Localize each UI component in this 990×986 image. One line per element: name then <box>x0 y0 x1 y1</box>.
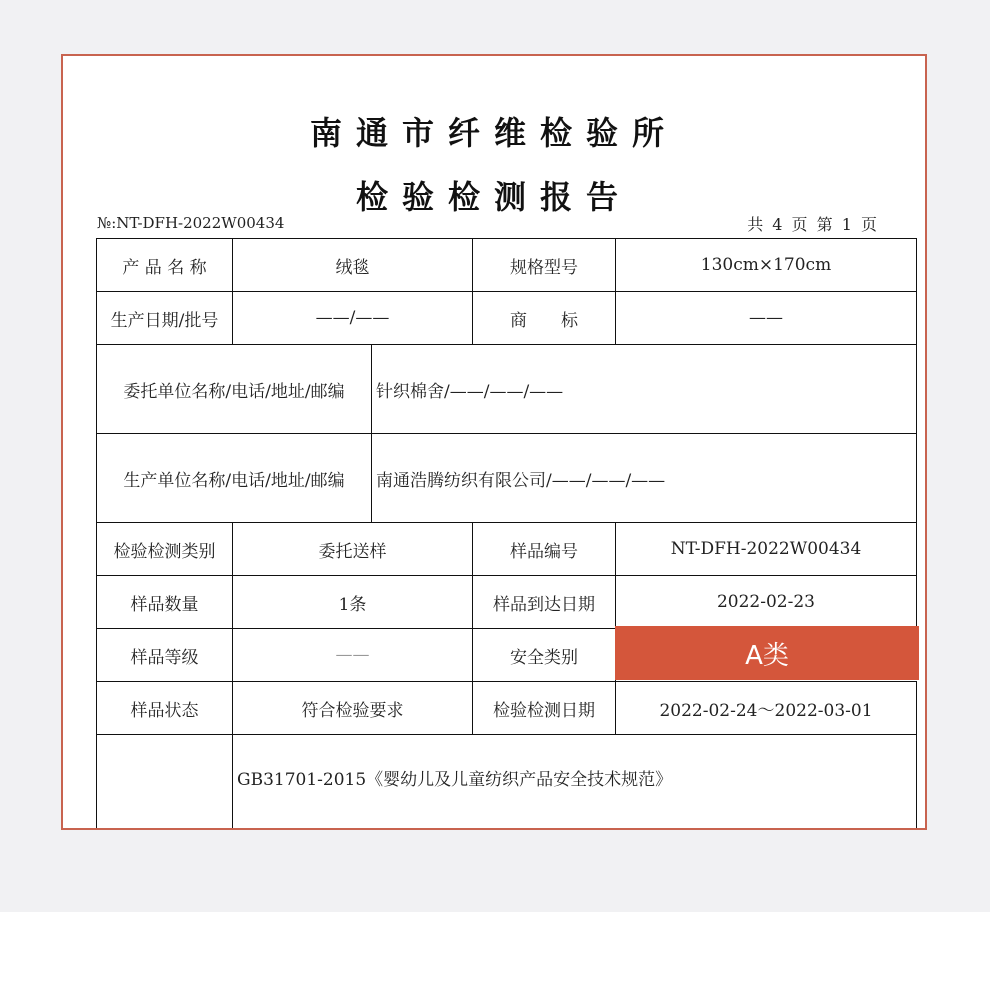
label-safety: 安全类别 <box>472 628 616 682</box>
grade: —— <box>232 628 473 682</box>
state: 符合检验要求 <box>232 681 473 735</box>
report-document <box>61 54 927 830</box>
maker: 南通浩腾纺织有限公司/——/——/—— <box>371 433 917 523</box>
label-standard <box>96 734 233 830</box>
report-title: 检验检测报告 <box>355 178 632 216</box>
label-qty: 样品数量 <box>96 575 233 629</box>
prod-date: ——/—— <box>232 291 473 345</box>
test-type: 委托送样 <box>232 522 473 576</box>
report-number: №:NT-DFH-2022W00434 <box>97 214 285 232</box>
label-state: 样品状态 <box>96 681 233 735</box>
brand: —— <box>615 291 917 345</box>
client: 针织棉舍/——/——/—— <box>371 344 917 434</box>
page-info: 共 4 页 第 1 页 <box>747 215 879 234</box>
spec: 130cm×170cm <box>615 238 917 292</box>
standard: GB31701-2015《婴幼儿及儿童纺织产品安全技术规范》 <box>232 734 917 830</box>
label-sample-no: 样品编号 <box>472 522 616 576</box>
label-test-type: 检验检测类别 <box>96 522 233 576</box>
label-prod-date: 生产日期/批号 <box>96 291 233 345</box>
arrival-date: 2022-02-23 <box>615 575 917 629</box>
label-brand: 商 标 <box>472 291 616 345</box>
label-test-date: 检验检测日期 <box>472 681 616 735</box>
test-date: 2022-02-24～2022-03-01 <box>615 681 917 735</box>
label-spec: 规格型号 <box>472 238 616 292</box>
org-title: 南通市纤维检验所 <box>309 114 678 152</box>
label-client: 委托单位名称/电话/地址/邮编 <box>96 344 372 434</box>
qty: 1条 <box>232 575 473 629</box>
label-arrival: 样品到达日期 <box>472 575 616 629</box>
label-maker: 生产单位名称/电话/地址/邮编 <box>96 433 372 523</box>
product-name: 绒毯 <box>232 238 473 292</box>
label-grade: 样品等级 <box>96 628 233 682</box>
sample-no: NT-DFH-2022W00434 <box>615 522 917 576</box>
label-product-name: 产 品 名 称 <box>96 238 233 292</box>
safety-category-badge: A类 <box>615 626 919 680</box>
